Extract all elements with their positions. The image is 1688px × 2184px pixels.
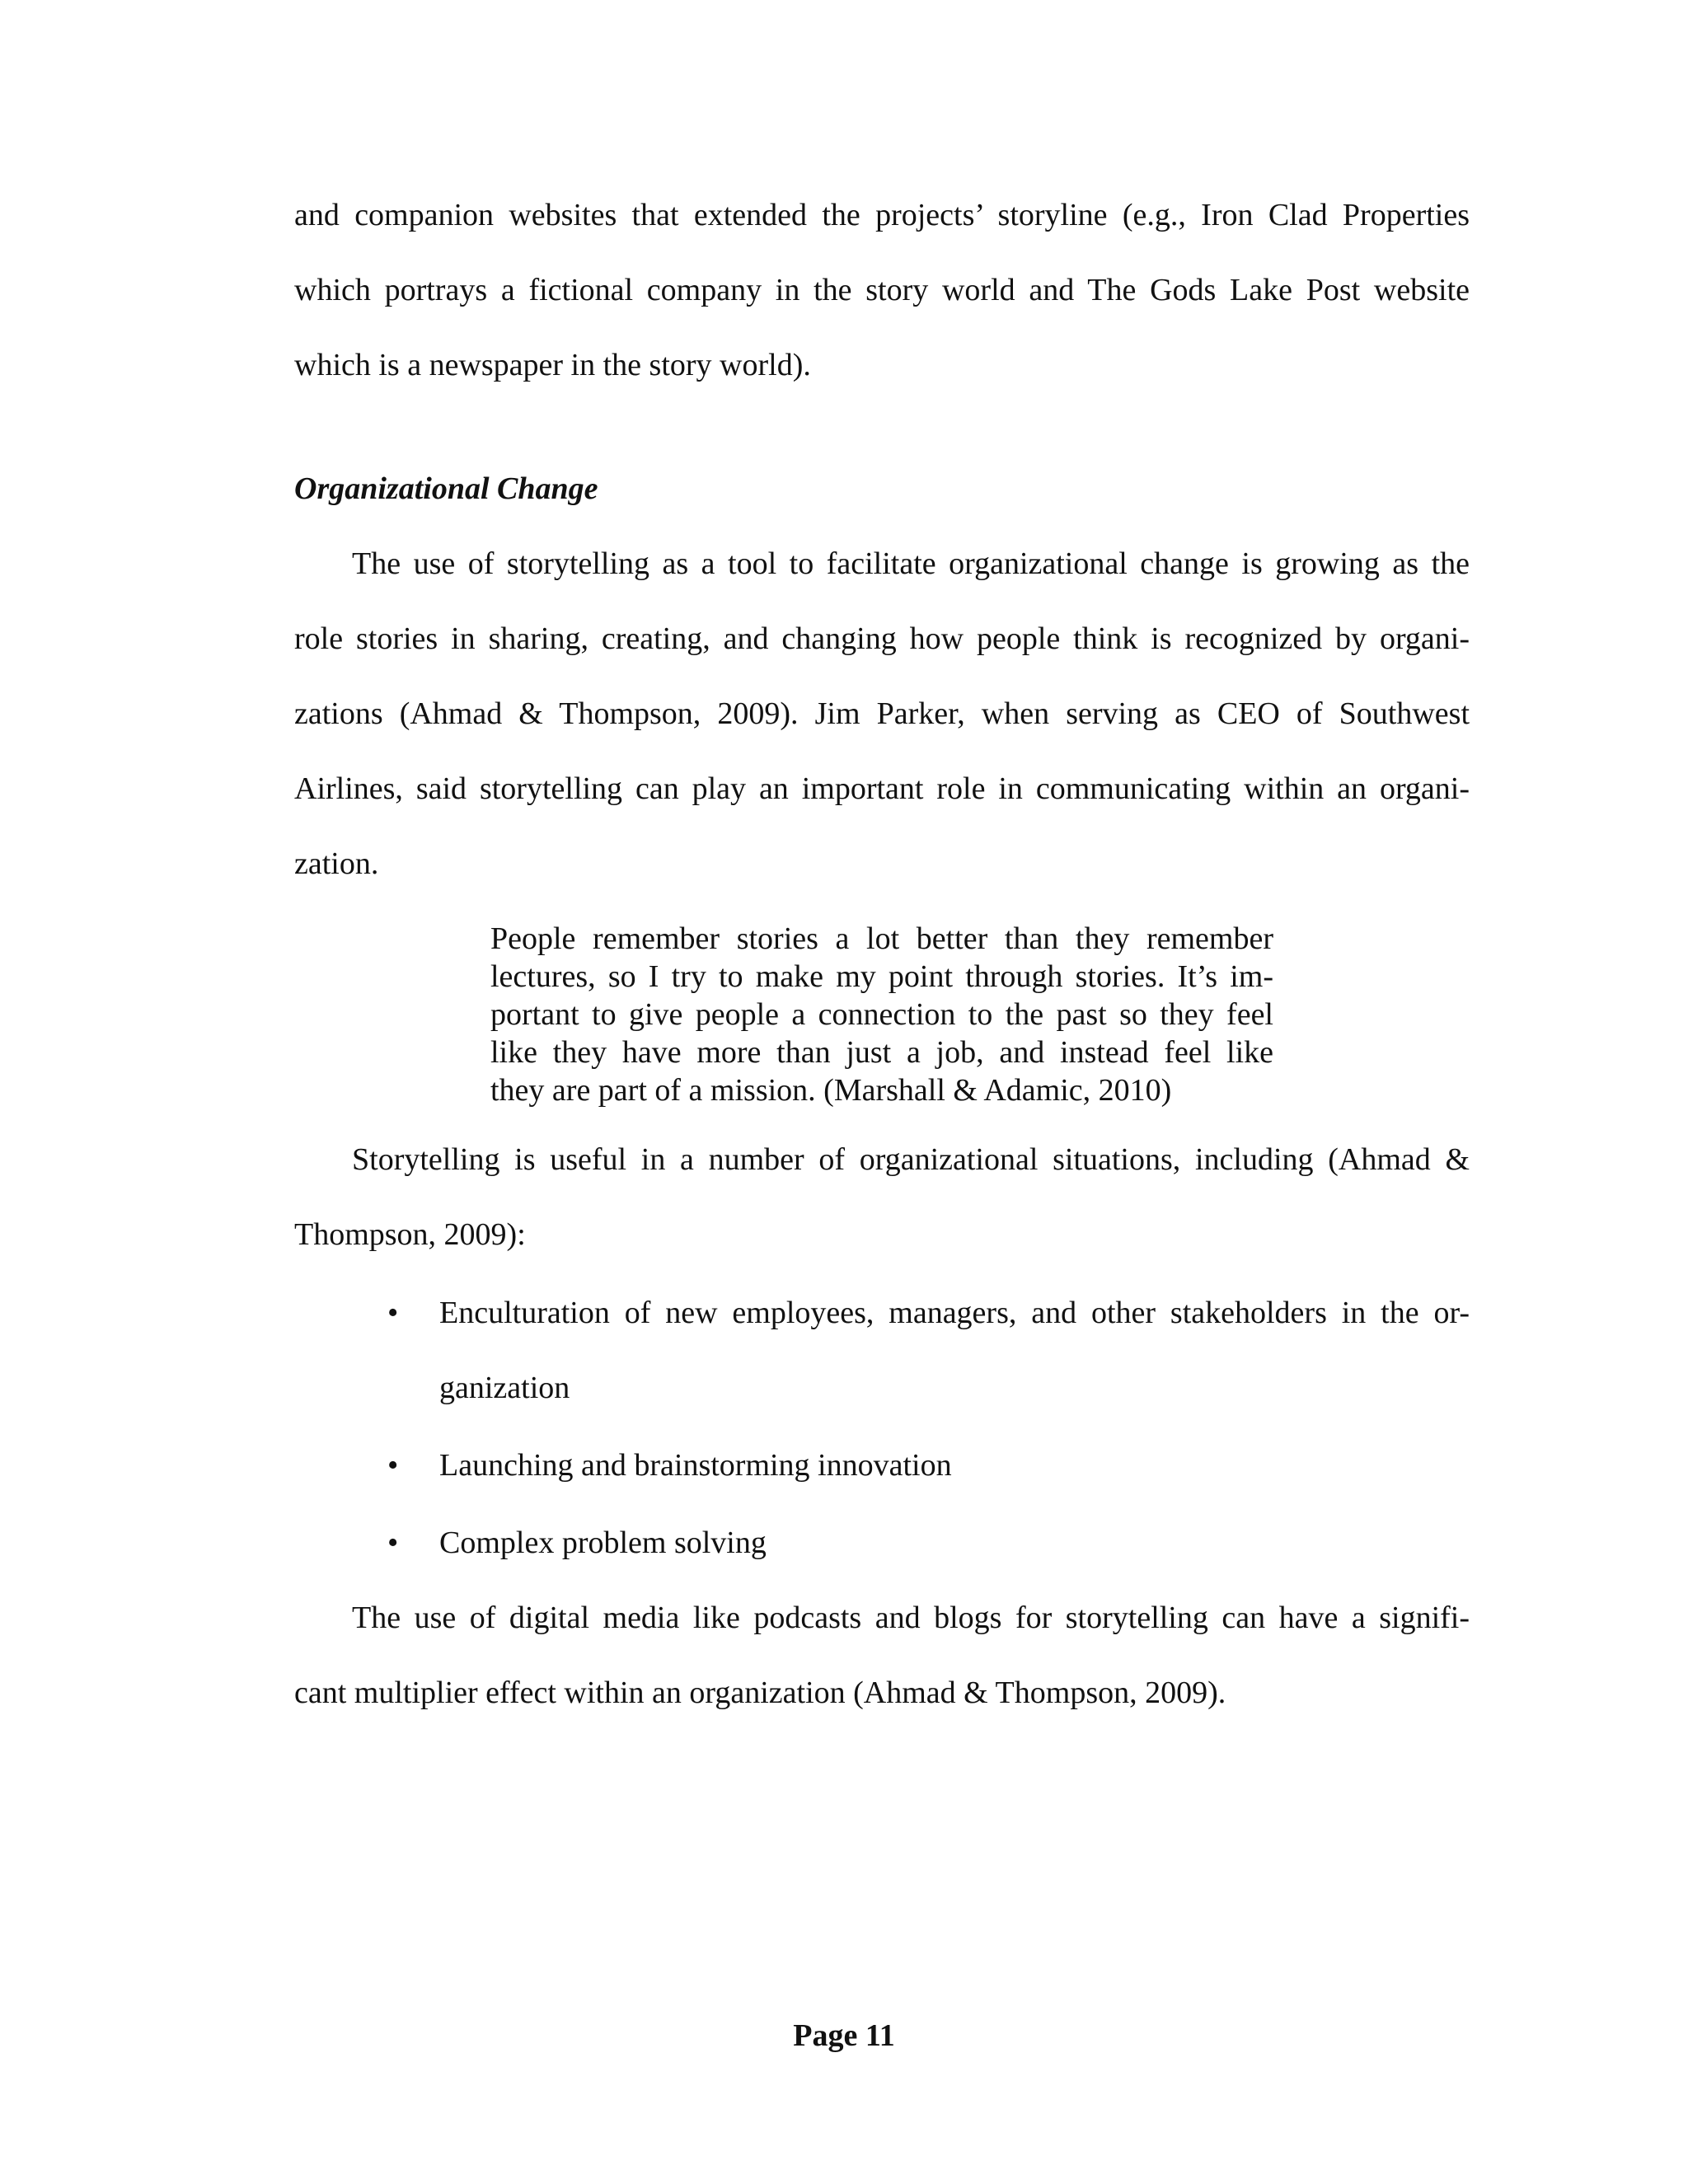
paragraph-line: role stories in sharing, creating, and changing how people think is recognized by organi- (294, 621, 1470, 656)
section-heading: Organizational Change (294, 471, 598, 506)
paragraph-line: zations (Ahmad & Thompson, 2009). Jim Parker, when serving as CEO of Southwest (294, 696, 1470, 731)
page-number: Page 11 (793, 2018, 895, 2053)
intro-paragraph-line: which portrays a fictional company in the story world and The Gods Lake Post website (294, 273, 1470, 307)
paragraph-line: The use of storytelling as a tool to facilitate organizational change is growing as the (352, 546, 1470, 581)
bullet-marker: • (387, 1448, 399, 1483)
block-quote-line: People remember stories a lot better than they remember (490, 921, 1273, 956)
intro-paragraph-line: and companion websites that extended the projects’ storyline (e.g., Iron Clad Properties (294, 198, 1470, 232)
bullet-item-line: Launching and brainstorming innovation (439, 1448, 952, 1483)
block-quote-line: portant to give people a connection to the past so they feel (490, 997, 1273, 1032)
paragraph-line: Storytelling is useful in a number of organizational situations, including (Ahmad & (352, 1142, 1470, 1177)
paragraph-line: zation. (294, 846, 379, 881)
bullet-item-line: Enculturation of new employees, managers, and other stakeholders in the or- (439, 1296, 1470, 1330)
paragraph-line: Thompson, 2009): (294, 1217, 526, 1252)
block-quote-line: lectures, so I try to make my point through stories. It’s im- (490, 959, 1273, 994)
paragraph-line: cant multiplier effect within an organization (Ahmad & Thompson, 2009). (294, 1675, 1226, 1710)
bullet-item-line: ganization (439, 1371, 570, 1405)
paragraph-line: The use of digital media like podcasts and blogs for storytelling can have a signifi- (352, 1601, 1470, 1635)
intro-paragraph-line: which is a newspaper in the story world). (294, 348, 811, 382)
block-quote-line: like they have more than just a job, and instead feel like (490, 1035, 1273, 1070)
bullet-marker: • (387, 1296, 399, 1330)
paragraph-line: Airlines, said storytelling can play an important role in communicating within an organi- (294, 771, 1470, 806)
bullet-item-line: Complex problem solving (439, 1526, 767, 1560)
bullet-marker: • (387, 1526, 399, 1560)
block-quote-line: they are part of a mission. (Marshall & Adamic, 2010) (490, 1073, 1172, 1108)
